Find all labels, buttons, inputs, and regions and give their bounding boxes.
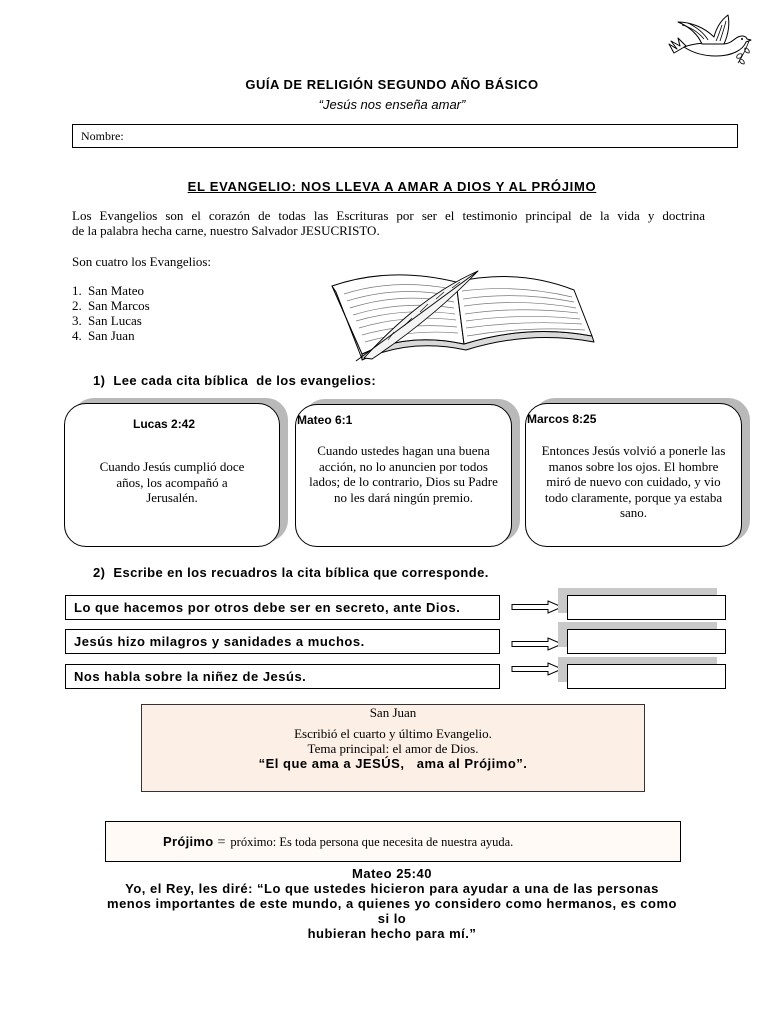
card-quote-line: Jerusalén. xyxy=(146,490,198,505)
gospels-list-intro: Son cuatro los Evangelios: xyxy=(72,254,212,269)
bible-quote-card xyxy=(295,404,512,547)
open-book-icon xyxy=(328,262,596,362)
verse-line: Yo, el Rey, les diré: “Lo que ustedes hicieron para ayudar a una de las personas xyxy=(125,881,659,896)
name-label: Nombre: xyxy=(81,129,124,143)
card-reference: Lucas 2:42 xyxy=(133,417,196,431)
gospel-name: San Juan xyxy=(88,328,135,343)
definition-equals: = xyxy=(217,835,226,850)
card-quote-line: sano. xyxy=(619,505,648,520)
bible-quote-card xyxy=(525,403,742,547)
gospels-list xyxy=(72,283,150,343)
list-number: 4. xyxy=(72,328,82,343)
card-quote xyxy=(65,459,279,506)
statement-box: Nos habla sobre la niñez de Jesús. xyxy=(65,664,500,689)
verse-line: menos importantes de este mundo, a quienes yo considero como hermanos, es como xyxy=(107,896,677,911)
list-number: 1. xyxy=(72,283,82,298)
definition-box xyxy=(105,821,681,862)
arrow-right-icon xyxy=(511,637,563,651)
bible-quote-card xyxy=(64,403,280,547)
definition-term: Prójimo xyxy=(163,834,214,849)
san-juan-quote: “El que ama a JESÚS, ama al Prójimo”. xyxy=(258,756,528,771)
card-quote-line: lados; de lo contrario, Dios su Padre xyxy=(309,474,498,489)
verse-line: si lo xyxy=(377,911,407,926)
statement-box: Lo que hacemos por otros debe ser en secreto, ante Dios. xyxy=(65,595,500,620)
card-reference: Marcos 8:25 xyxy=(527,412,597,426)
activity-2-instruction: 2) Escribe en los recuadros la cita bíblica que corresponde. xyxy=(93,565,489,580)
activity-1-instruction: 1) Lee cada cita bíblica de los evangelios: xyxy=(93,373,377,388)
san-juan-line: Tema principal: el amor de Dios. xyxy=(307,741,479,756)
list-item xyxy=(72,313,150,328)
answer-box xyxy=(567,664,726,689)
card-quote-line: miró de nuevo con cuidado, y vio xyxy=(546,474,721,489)
card-quote-line: Cuando ustedes hagan una buena xyxy=(317,443,490,458)
verse-block xyxy=(72,866,712,941)
page-title: GUÍA DE RELIGIÓN SEGUNDO AÑO BÁSICO xyxy=(245,77,539,92)
card-reference: Mateo 6:1 xyxy=(297,413,353,427)
card-quote-line: Cuando Jesús cumplió doce xyxy=(99,459,245,474)
san-juan-title: San Juan xyxy=(369,705,417,720)
card-quote-line: manos sobre los ojos. El hombre xyxy=(548,458,719,474)
card-quote-line: todo claramente, porque ya estaba xyxy=(544,489,723,505)
statement-box: Jesús hizo milagros y sanidades a muchos. xyxy=(65,629,500,654)
list-item xyxy=(72,328,150,343)
san-juan-line: Escribió el cuarto y último Evangelio. xyxy=(294,726,492,741)
card-quote-line: Entonces Jesús volvió a ponerle las xyxy=(541,443,726,458)
name-field xyxy=(72,124,738,148)
answer-box xyxy=(567,629,726,654)
list-item xyxy=(72,283,150,298)
arrow-right-icon xyxy=(511,600,563,614)
gospel-name: San Lucas xyxy=(88,313,142,328)
card-quote-line: acción, no lo anuncien por todos xyxy=(319,458,488,474)
arrow-right-icon xyxy=(511,662,563,676)
card-quote xyxy=(526,443,741,521)
intro-paragraph-line: Los Evangelios son el corazón de todas las Escrituras por ser el testimonio principal de la vida y doctrina xyxy=(72,208,705,223)
gospel-name: San Marcos xyxy=(88,298,150,313)
definition-text: próximo: Es toda persona que necesita de nuestra ayuda. xyxy=(230,835,514,849)
verse-reference: Mateo 25:40 xyxy=(352,866,432,881)
san-juan-box xyxy=(141,704,645,792)
verse-line: hubieran hecho para mí.” xyxy=(307,926,477,941)
card-quote-line: años, los acompañó a xyxy=(116,474,228,490)
gospel-name: San Mateo xyxy=(88,283,144,298)
list-number: 3. xyxy=(72,313,82,328)
list-number: 2. xyxy=(72,298,82,313)
list-item xyxy=(72,298,150,313)
card-quote-line: no les dará ningún premio. xyxy=(334,489,473,505)
section-heading: EL EVANGELIO: NOS LLEVA A AMAR A DIOS Y AL PRÓJIMO xyxy=(187,179,597,194)
card-quote xyxy=(296,443,511,505)
answer-box xyxy=(567,595,726,620)
dove-icon xyxy=(668,13,752,67)
intro-paragraph-line: de la palabra hecha carne, nuestro Salvador JESUCRISTO. xyxy=(72,223,380,238)
page-subtitle: “Jesús nos enseña amar” xyxy=(318,97,466,112)
